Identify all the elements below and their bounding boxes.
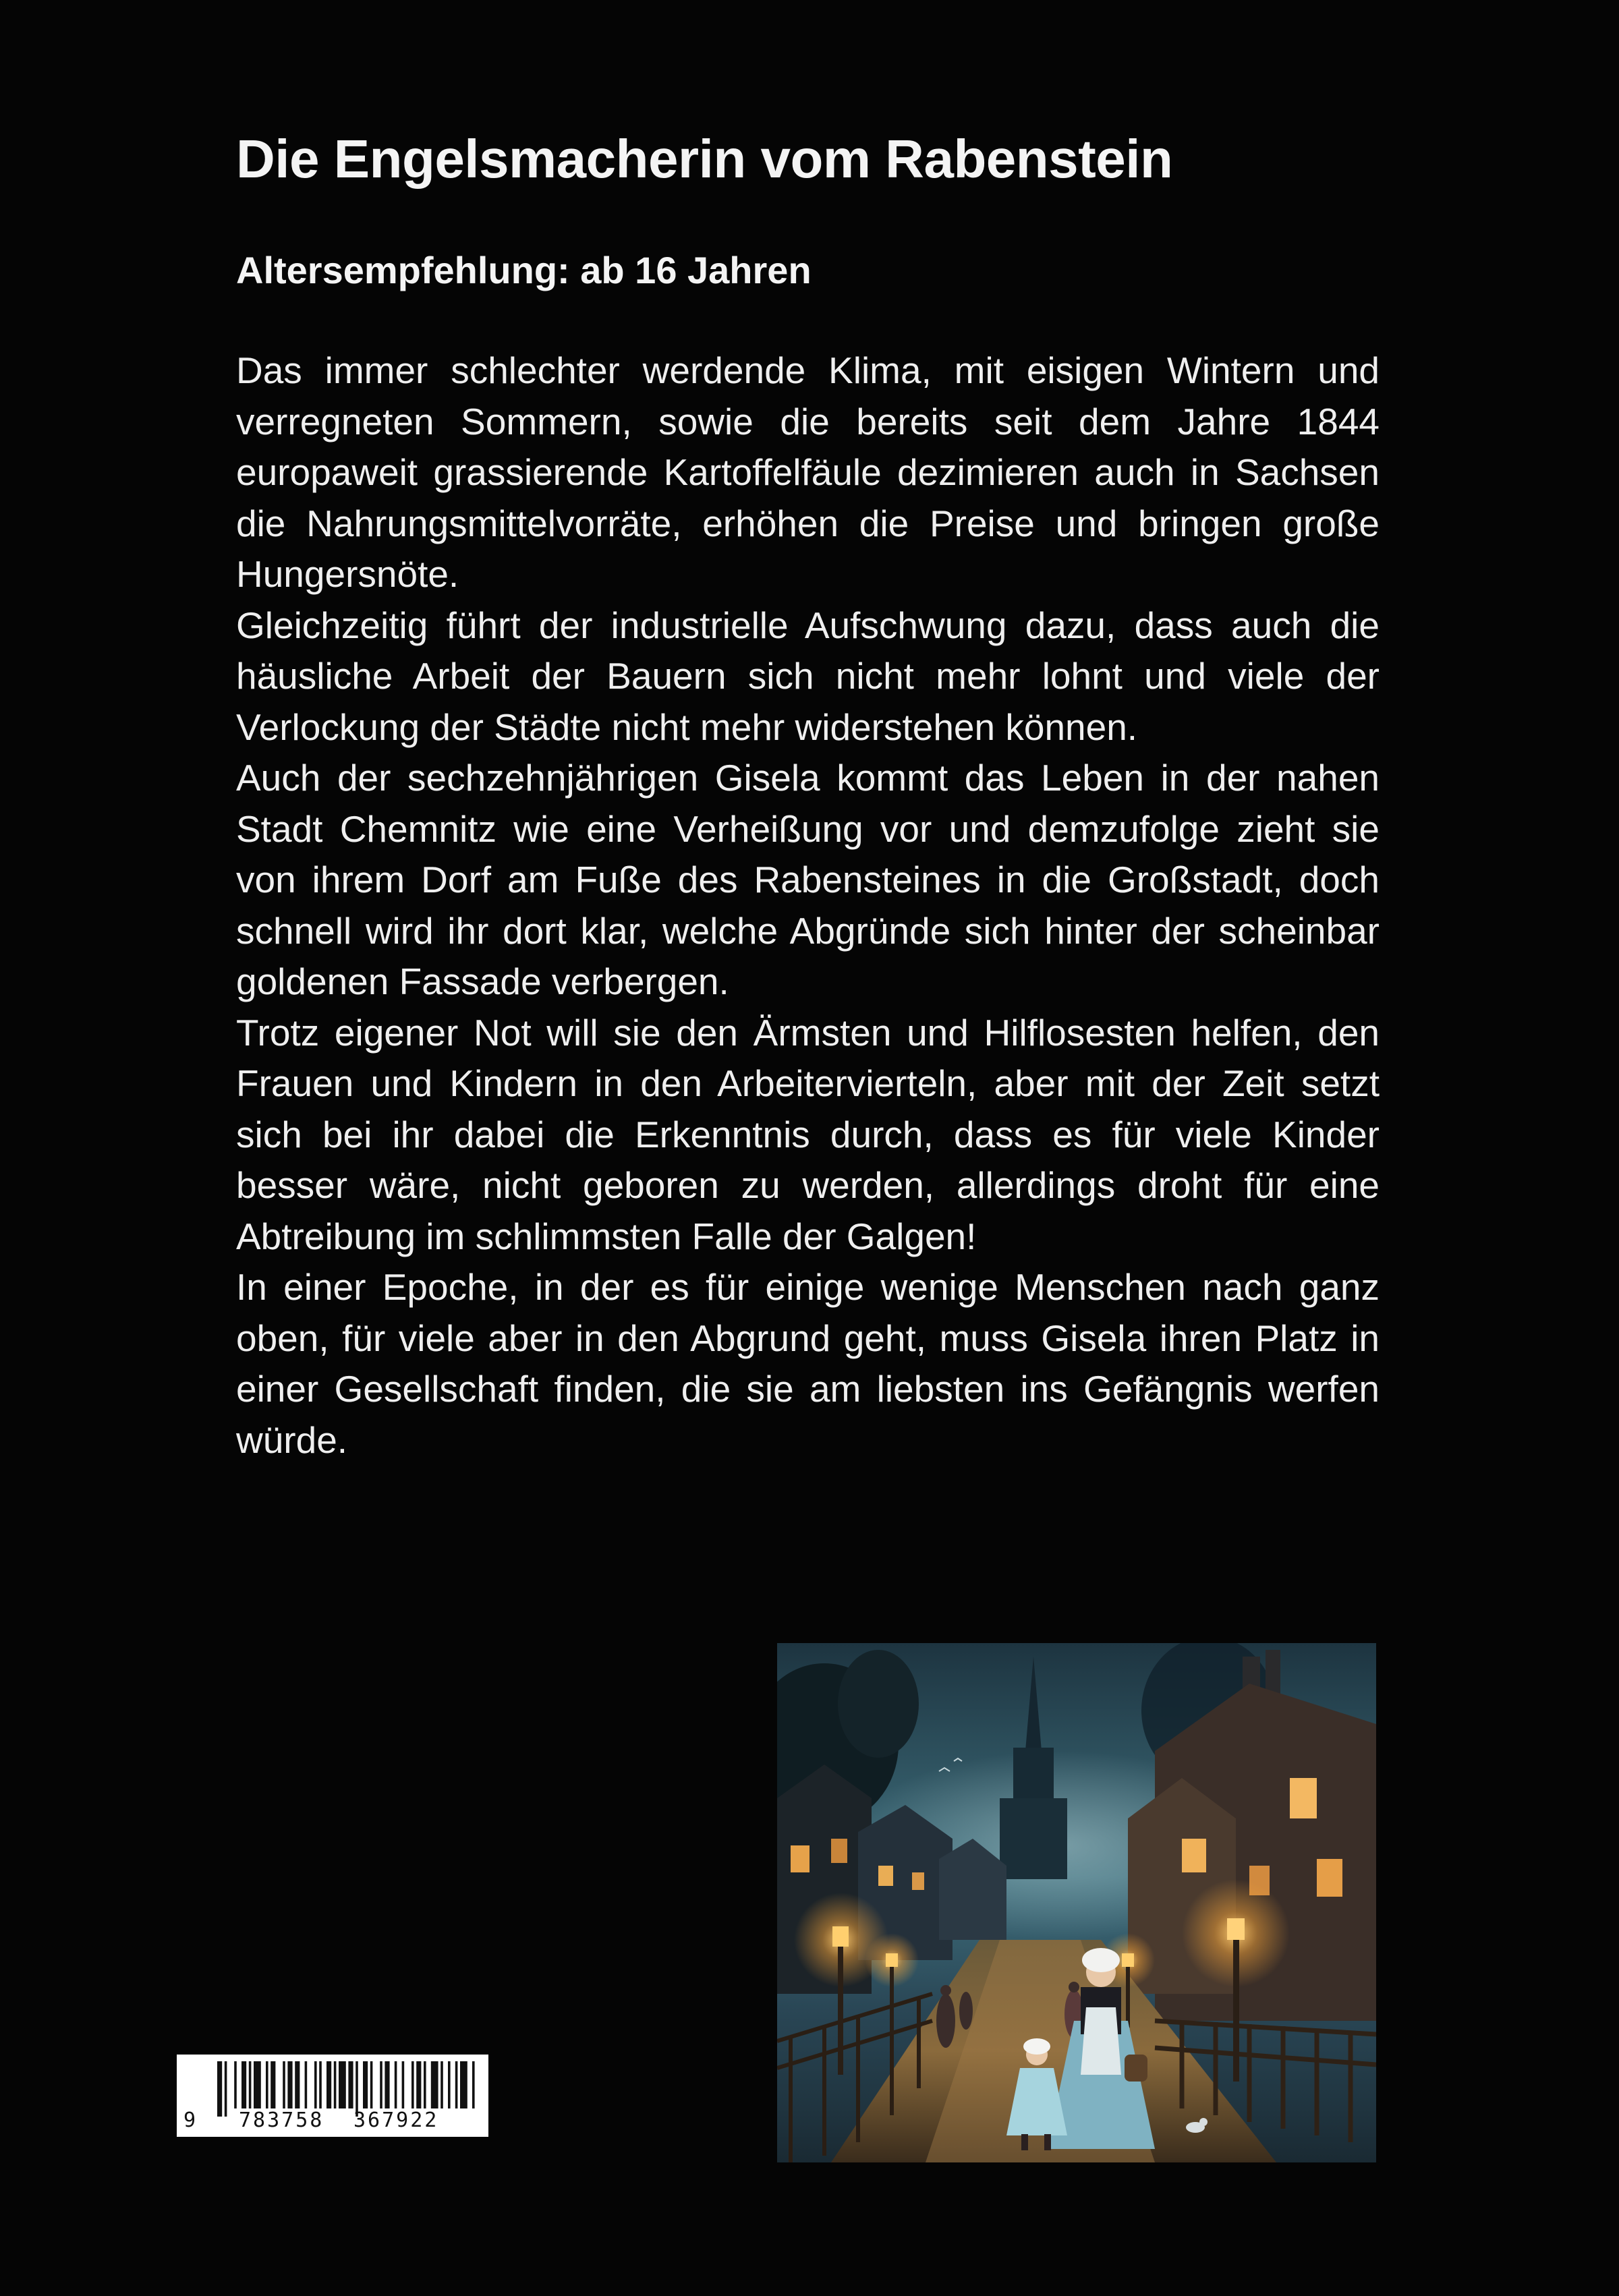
isbn-left-group: 783758	[239, 2108, 324, 2132]
isbn-right-group: 367922	[353, 2108, 439, 2132]
barcode-bar	[448, 2061, 451, 2108]
barcode-bar	[287, 2061, 292, 2108]
barcode-bar	[271, 2061, 275, 2108]
barcode-bar	[455, 2061, 458, 2108]
barcode-bar	[339, 2061, 346, 2108]
blurb-paragraph: Auch der sechzehnjährigen Gisela kommt das Leben in der nahen Stadt Chemnitz wie eine Verheißung vor und demzufolge zieht sie von ihrem Dorf am Fuße des Rabensteines in die Großstadt, doch schnell wird ihr dort klar, welche Abgründe sich hinter der scheinbar goldenen Fassade verbergen.	[236, 757, 1380, 1002]
barcode-bar	[254, 2061, 261, 2108]
barcode-bar	[348, 2061, 353, 2108]
barcode-bar	[242, 2061, 246, 2108]
barcode-bar	[424, 2061, 426, 2108]
barcode-bar	[370, 2061, 373, 2108]
barcode-bar	[472, 2061, 475, 2108]
barcode-bar	[380, 2061, 382, 2108]
barcode-bar	[334, 2061, 337, 2108]
cover-illustration	[777, 1643, 1376, 2162]
barcode-bar	[416, 2061, 421, 2108]
barcode-bar	[305, 2061, 308, 2108]
isbn-lead-digit: 9	[183, 2108, 196, 2132]
barcode-bar	[402, 2061, 405, 2108]
barcode-bar	[249, 2061, 252, 2108]
barcode-bar	[326, 2061, 331, 2108]
barcode-bar	[363, 2061, 368, 2108]
barcode-bar	[234, 2061, 237, 2108]
blurb-paragraph: Trotz eigener Not will sie den Ärmsten und Hilflosesten helfen, den Frauen und Kindern in den Arbeitervierteln, aber mit der Zeit setzt sich bei ihr dabei die Erkenntnis durch, dass es für viele Kinder besser wäre, nicht geboren zu werden, allerdings droht für eine Abtreibung im schlimmsten Falle der Galgen!	[236, 1011, 1380, 1257]
barcode-bar	[411, 2061, 414, 2108]
blurb-paragraph: Gleichzeitig führt der industrielle Aufschwung dazu, dass auch die häusliche Arbeit der Bauern sich nicht mehr lohnt und viele der Verlockung der Städte nicht mehr widerstehen können.	[236, 604, 1380, 748]
barcode-bar	[319, 2061, 322, 2108]
barcode-bar	[460, 2061, 467, 2108]
isbn-barcode	[177, 2055, 488, 2137]
barcode-bar	[314, 2061, 317, 2108]
blurb-paragraph: Das immer schlechter werdende Klima, mit eisigen Wintern und verregneten Sommern, sowie die bereits seit dem Jahre 1844 europaweit grassierende Kartoffelfäule dezimieren auch in Sachsen die Nahrungsmittelvorräte, erhöhen die Preise und bringen große Hungersnöte.	[236, 349, 1380, 595]
barcode-bar	[431, 2061, 438, 2108]
barcode-bar	[295, 2061, 300, 2108]
barcode-bar	[395, 2061, 397, 2108]
book-title: Die Engelsmacherin vom Rabenstein	[236, 129, 1173, 189]
barcode-bar	[266, 2061, 268, 2108]
isbn-digits	[177, 2107, 488, 2134]
age-recommendation: Altersempfehlung: ab 16 Jahren	[236, 249, 812, 291]
barcode-bar	[441, 2061, 443, 2108]
barcode-bar	[283, 2061, 285, 2108]
blurb-paragraph: In einer Epoche, in der es für einige wenige Menschen nach ganz oben, für viele aber in den Abgrund geht, muss Gisela ihren Platz in einer Gesellschaft finden, die sie am liebsten ins Gefängnis werfen würde.	[236, 1266, 1380, 1461]
barcode-bar	[385, 2061, 389, 2108]
night-street-scene	[777, 1643, 1376, 2162]
blurb-text	[236, 345, 1380, 1466]
